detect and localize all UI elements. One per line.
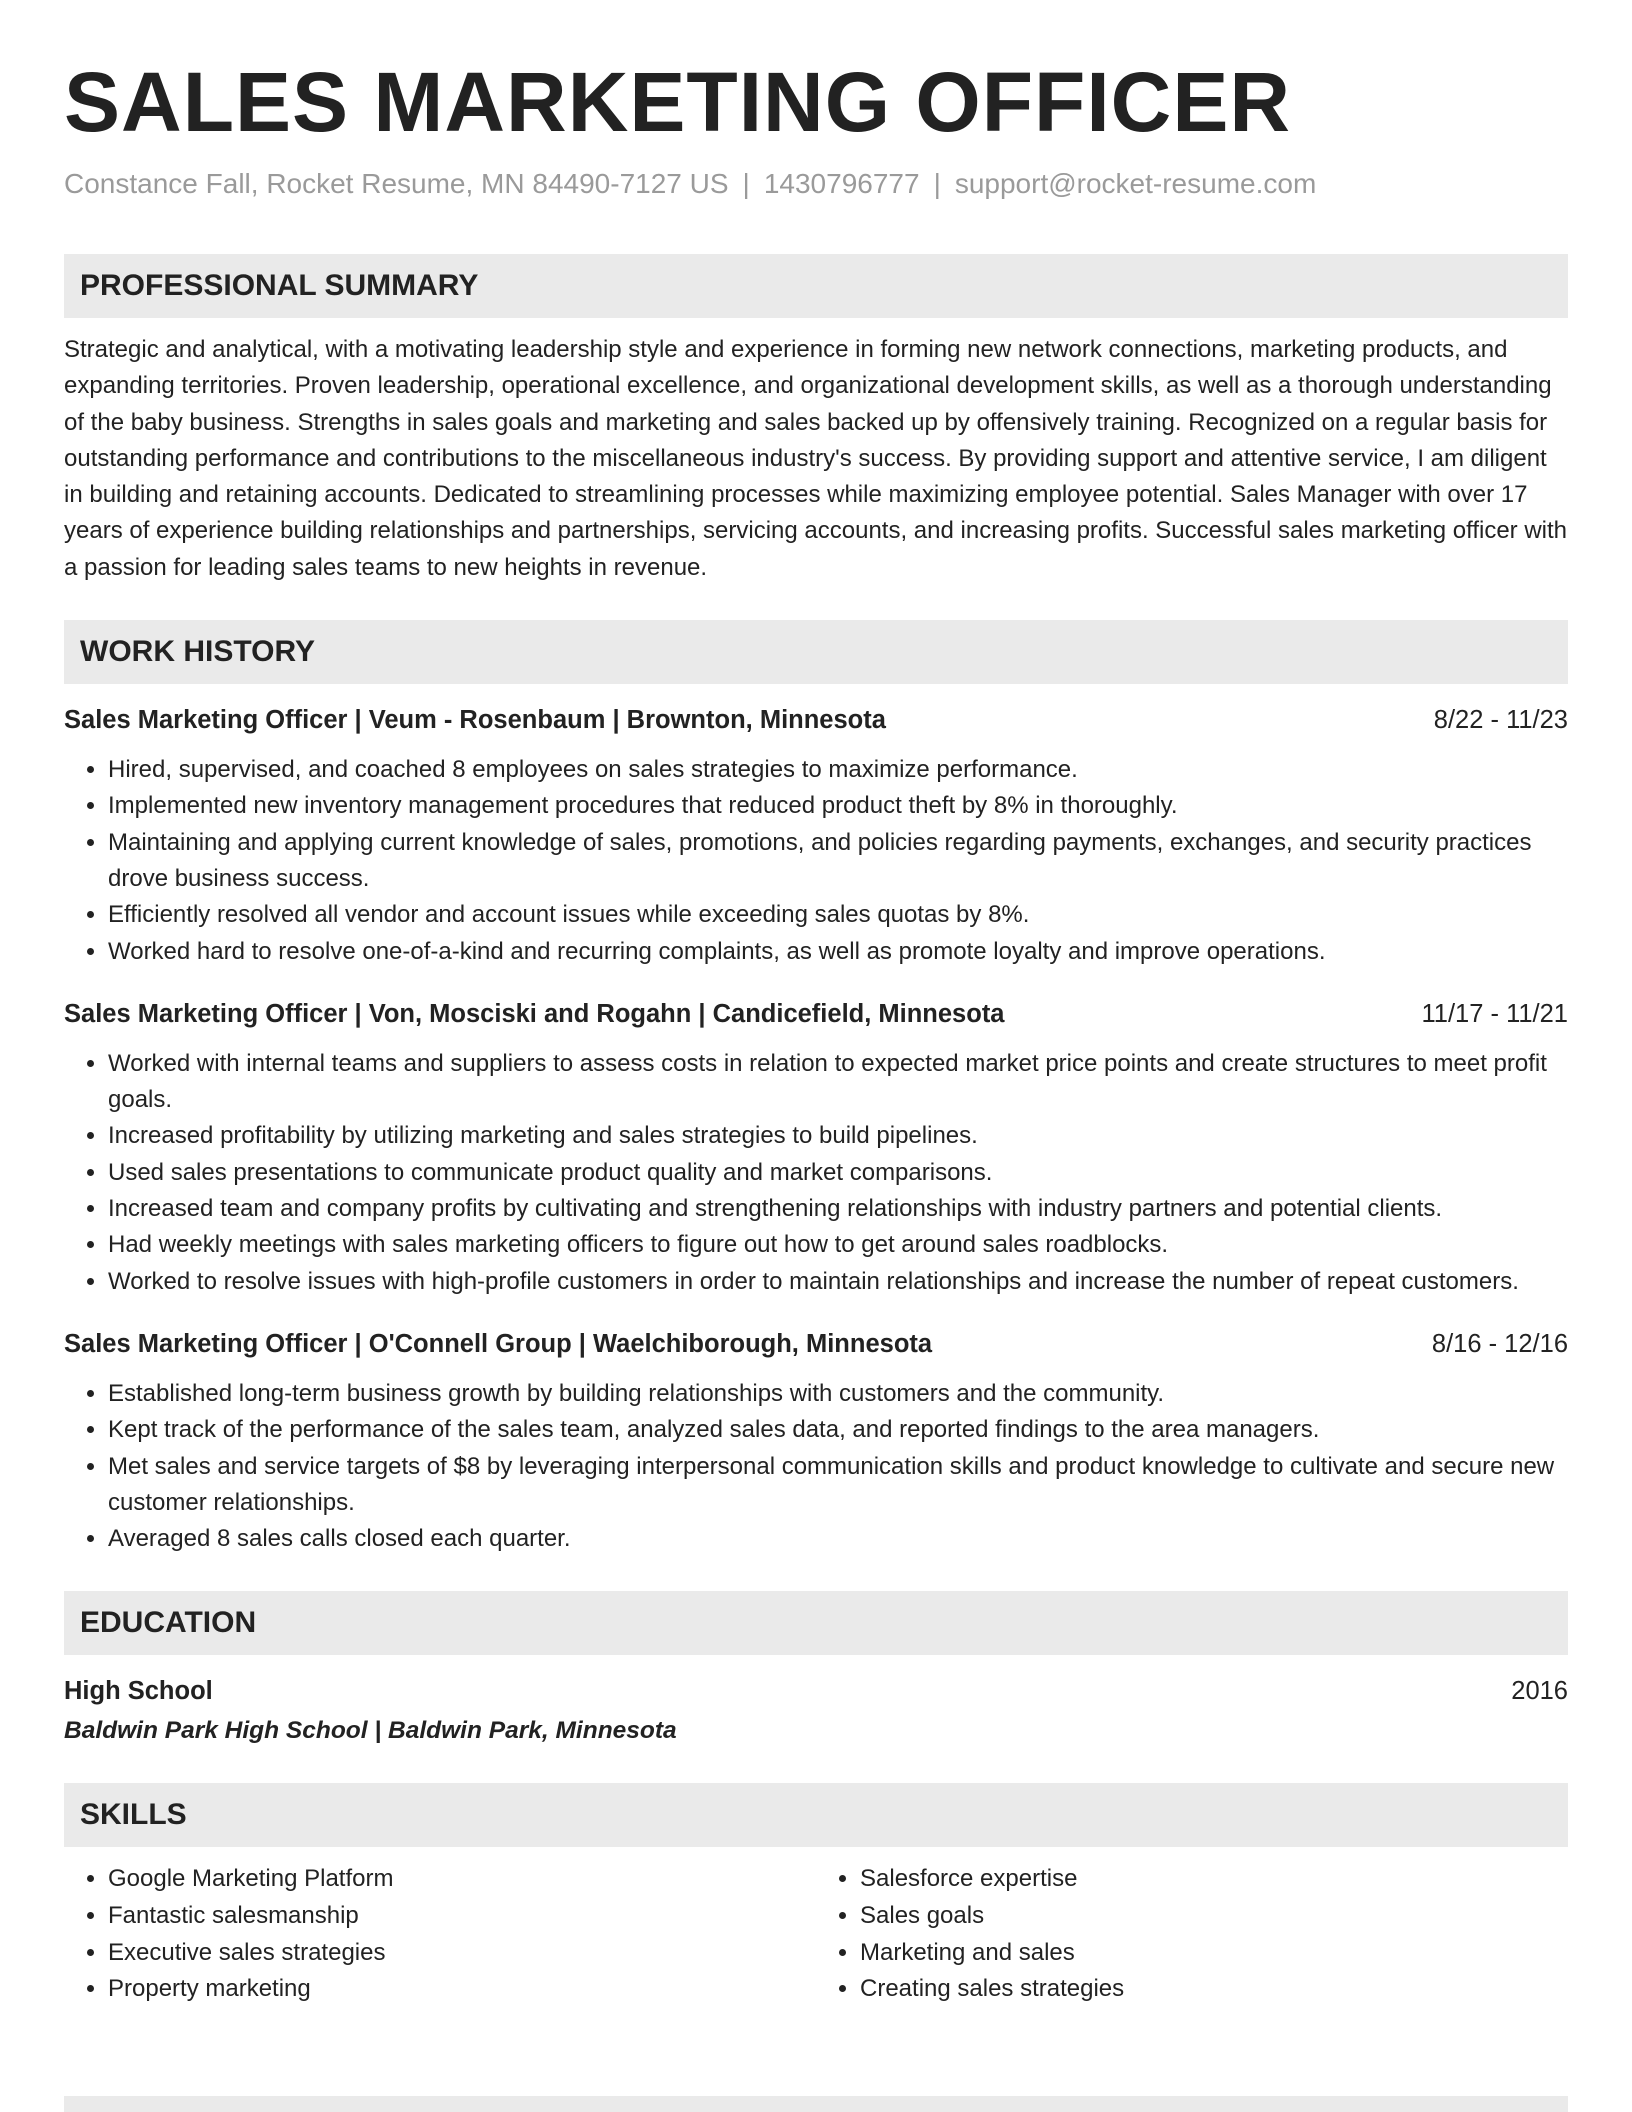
job-dates: 8/16 - 12/16 (1431, 1329, 1568, 1358)
job-header (64, 702, 1568, 738)
contact-email: support@rocket-resume.com (954, 168, 1317, 199)
summary-text: Strategic and analytical, with a motivating leadership style and experience in forming new network connections, marketing products, and expanding territories. Proven leadership, operational excellence, and organizational development skills, as well as a thorough understanding of the baby business. Strengths in sales goals and marketing and sales backed up by offensively training. Recognized on a regular basis for outstanding performance and contributions to the miscellaneous industry's success. By providing support and attentive service, I am diligent in building and retaining accounts. Dedicated to streamlining processes while maximizing employee potential. Sales Manager with over 17 years of experience building relationships and partnerships, servicing accounts, and increasing profits. Successful sales marketing officer with a passion for leading sales teams to new heights in revenue. (64, 336, 1567, 581)
job-dates: 11/17 - 11/21 (1421, 999, 1568, 1028)
education-entry-header (64, 1673, 1568, 1709)
contact-address: Constance Fall, Rocket Resume, MN 84490-7127 US (64, 168, 729, 199)
job-bullet: • Hired, supervised, and coached 8 employees on sales strategies to maximize performance. (108, 752, 1568, 788)
job-bullet: • Worked with internal teams and suppliers to assess costs in relation to expected market price points and create structures to meet profit goals. (108, 1046, 1568, 1119)
job-bullet: • Increased profitability by utilizing marketing and sales strategies to build pipelines. (108, 1118, 1568, 1154)
job-bullet: • Worked to resolve issues with high-profile customers in order to maintain relationships and increase the number of repeat customers. (108, 1264, 1568, 1300)
skill-item: • Executive sales strategies (108, 1935, 816, 1972)
contact-separator: | (742, 168, 750, 199)
job-header (64, 1326, 1568, 1362)
job-bullet: • Maintaining and applying current knowledge of sales, promotions, and policies regarding payments, exchanges, and security practices drove business success. (108, 825, 1568, 898)
skill-item: • Sales goals (860, 1898, 1568, 1935)
skills-column-right (816, 1861, 1568, 2007)
contact-separator: | (933, 168, 941, 199)
education-year: 2016 (1511, 1677, 1568, 1706)
job-entry (64, 996, 1568, 1300)
skill-item: • Google Marketing Platform (108, 1861, 816, 1898)
job-title: Sales Marketing Officer | Von, Mosciski and Rogahn | Candicefield, Minnesota (64, 999, 1005, 1028)
job-bullet: • Kept track of the performance of the sales team, analyzed sales data, and reported findings to the area managers. (108, 1412, 1568, 1448)
job-bullet: • Worked hard to resolve one-of-a-kind and recurring complaints, as well as promote loyalty and improve operations. (108, 934, 1568, 970)
job-bullet: • Averaged 8 sales calls closed each quarter. (108, 1521, 1568, 1557)
job-bullet: • Increased team and company profits by cultivating and strengthening relationships with industry partners and potential clients. (108, 1191, 1568, 1227)
skills-column-left (64, 1861, 816, 2007)
job-header (64, 996, 1568, 1032)
job-title: Sales Marketing Officer | O'Connell Group | Waelchiborough, Minnesota (64, 1329, 933, 1358)
skills-grid (64, 1861, 1568, 2007)
skill-item: • Marketing and sales (860, 1935, 1568, 1972)
job-bullet: • Had weekly meetings with sales marketing officers to figure out how to get around sales roadblocks. (108, 1227, 1568, 1263)
education-degree: High School (64, 1677, 213, 1706)
skill-item: • Fantastic salesmanship (108, 1898, 816, 1935)
section-heading-summary: PROFESSIONAL SUMMARY (64, 254, 1568, 318)
contact-line (64, 164, 1568, 204)
job-bullet: • Efficiently resolved all vendor and account issues while exceeding sales quotas by 8%. (108, 897, 1568, 933)
job-title: Sales Marketing Officer | Veum - Rosenbaum | Brownton, Minnesota (64, 706, 886, 735)
job-bullet-list (64, 1376, 1568, 1557)
section-heading-skills: SKILLS (64, 1783, 1568, 1847)
job-bullet: • Implemented new inventory management procedures that reduced product theft by 8% in thoroughly. (108, 788, 1568, 824)
job-bullet: • Met sales and service targets of $8 by leveraging interpersonal communication skills and product knowledge to cultivate and secure new customer relationships. (108, 1449, 1568, 1522)
section-heading-education: EDUCATION (64, 1591, 1568, 1655)
resume-title: SALES MARKETING OFFICER (64, 55, 1292, 149)
job-bullet-list (64, 752, 1568, 970)
work-history-list (64, 702, 1568, 1557)
skill-item: • Property marketing (108, 1971, 816, 2008)
skill-item: • Salesforce expertise (860, 1861, 1568, 1898)
job-bullet: • Established long-term business growth by building relationships with customers and the community. (108, 1376, 1568, 1412)
job-entry (64, 702, 1568, 970)
job-dates: 8/22 - 11/23 (1433, 706, 1568, 735)
job-bullet: • Used sales presentations to communicate product quality and market comparisons. (108, 1155, 1568, 1191)
contact-phone: 1430796777 (763, 168, 920, 199)
next-section-heading-bar (64, 2096, 1568, 2112)
section-heading-work-history: WORK HISTORY (64, 620, 1568, 684)
job-bullet-list (64, 1046, 1568, 1300)
skill-item: • Creating sales strategies (860, 1971, 1568, 2008)
education-school: Baldwin Park High School | Baldwin Park, Minnesota (64, 1717, 677, 1745)
job-entry (64, 1326, 1568, 1557)
